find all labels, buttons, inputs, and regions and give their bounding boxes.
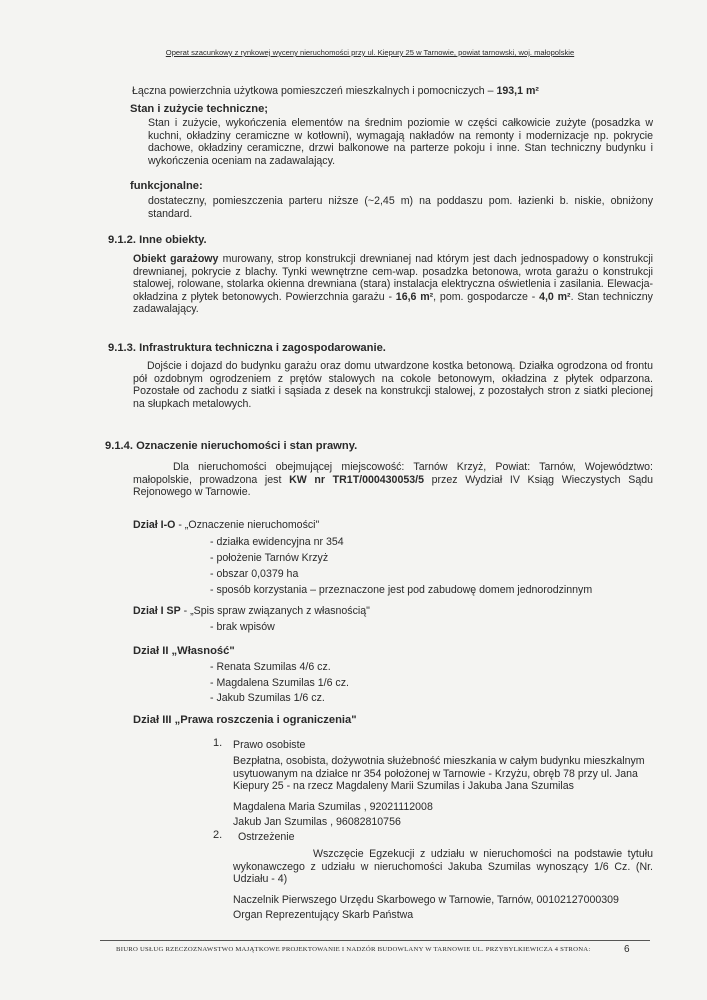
page-number: 6 [624,944,630,955]
entry-2-title: Ostrzeżenie [238,831,295,843]
footer-text: BIURO USŁUG RZECZOZNAWSTWO MAJĄTKOWE PROJEKTOWANIE I NADZÓR BUDOWLANY W TARNOWIE UL. PRZYBYLKIEWICZA 4 STRONA: [116,946,591,953]
garage-paragraph [133,253,653,316]
total-area-value: 193,1 m² [496,85,539,97]
dzial-io-heading [133,519,319,531]
dzial-io-label: Dział I-O [133,519,176,531]
running-header: Operat szacunkowy z rynkowej wyceny nieruchomości przy ul. Kiepury 25 w Tarnowie, powiat tarnowski, woj. małopolskie [165,48,575,57]
entry-2-line-1: Naczelnik Pierwszego Urzędu Skarbowego w Tarnowie, Tarnów, 00102127000309 [233,894,619,906]
dzial-isp-label: Dział I SP [133,605,181,617]
owner-item: - Renata Szumilas 4/6 cz. [210,661,331,673]
section-heading-funkcjonalne: funkcjonalne: [130,180,203,192]
funkcjonalne-paragraph: dostateczny, pomieszczenia parteru niższe (~2,45 m) na poddaszu pom. łazienki b. niskie, obniżony standard. [148,195,653,220]
dzial-io-item: - sposób korzystania – przeznaczone jest pod zabudowę domem jednorodzinnym [210,584,593,596]
dzial-io-item: - działka ewidencyjna nr 354 [210,536,344,548]
section-heading-stan: Stan i zużycie techniczne; [130,103,269,115]
entry-1-number: 1. [213,737,223,749]
garage-text-2: , pom. gospodarcze - [433,290,540,303]
dzial-isp-heading [133,605,370,617]
utility-area-value: 4,0 m² [539,290,571,303]
land-register-number: KW nr TR1T/000430053/5 [289,473,424,486]
garage-lead: Obiekt garażowy [133,253,219,265]
dzial-ii-heading: Dział II „Własność" [133,645,235,657]
dzial-io-item: - położenie Tarnów Krzyż [210,552,329,564]
owner-item: - Jakub Szumilas 1/6 cz. [210,692,325,704]
total-area-line [132,85,539,97]
total-area-text: Łączna powierzchnia użytkowa pomieszczeń mieszkalnych i pomocniczych – [132,85,497,97]
land-register-court: przez Wydział IV Ksiąg Wieczystych Sądu Rejonowego w Tarnowie. [133,473,653,499]
dzial-iii-heading: Dział III „Prawa roszczenia i ograniczenia" [133,714,357,726]
footer-divider [100,940,650,941]
entry-1-line-2: Jakub Jan Szumilas , 96082810756 [233,816,401,828]
section-heading-9-1-3: 9.1.3. Infrastruktura techniczna i zagospodarowanie. [108,342,386,354]
garage-area-value: 16,6 m² [395,290,434,303]
infrastructure-paragraph: Dojście i dojazd do budynku garażu oraz domu utwardzone kostka betonową. Działka ogrodzona od frontu pół ozdobnym ogrodzeniem z prętów stalowych na cokole betonowym, okładzina z płytek odparzona. Pozostałe od zachodu z siatki i sąsiada z desek na konstrukcji stalowej, z pozostałych stron z siatki plecionej na słupkach metalowych. [133,360,653,410]
entry-2-line-2: Organ Reprezentujący Skarb Państwa [233,909,414,921]
dzial-isp-title: - „Spis spraw związanych z własnością" [180,605,370,617]
section-heading-9-1-4: 9.1.4. Oznaczenie nieruchomości i stan prawny. [105,440,358,452]
garage-text-3: . Stan techniczny zadawalający. [133,290,653,316]
entry-1-line-1: Magdalena Maria Szumilas , 92021112008 [233,801,433,813]
dzial-io-item: - obszar 0,0379 ha [210,568,299,580]
entry-2-text: Wszczęcie Egzekucji z udziału w nieruchomości na podstawie tytułu wykonawczego z udziału w nieruchomości Jakuba Szumilas wynoszący 1/6 Cz. (Nr. Udziału - 4) [233,848,653,886]
owner-item: - Magdalena Szumilas 1/6 cz. [210,677,349,689]
entry-2-number: 2. [213,829,223,841]
section-heading-9-1-2: 9.1.2. Inne obiekty. [108,234,207,246]
land-register-intro: Dla nieruchomości obejmującej miejscowość: Tarnów Krzyż, Powiat: Tarnów, Województwo: małopolskie, prowadzona jest [133,461,653,486]
entry-1-title: Prawo osobiste [233,739,306,751]
garage-text: murowany, strop konstrukcji drewnianej nad którym jest dach jednospadowy o konstrukcji drewnianej, pokrycie z blachy. Tynki wewnętrzne cem-wap. posadzka betonowa, wrota garażu o konstrukcji stalowej, rolowane, stolarka okienna drewniana (stara) instalacja elektryczna oświetlenia i zasilania. Elewacja- okładzina z płytek betonowych. Powierzchnia garażu - [133,253,653,303]
land-register-paragraph [133,461,653,499]
dzial-isp-item: - brak wpisów [210,621,275,633]
dzial-io-title: - „Oznaczenie nieruchomości" [175,519,320,531]
stan-paragraph: Stan i zużycie, wykończenia elementów na średnim poziomie w części całkowicie zużyte (posadzka w kuchni, okładziny ceramiczne w kotłowni), wymagają nakładów na remonty i modernizacje np. pokrycie dachowe, okładziny ceramiczne, drzwi balkonowe na parterze pokoju i inne. Stan techniczny budynku i wykończenia oceniam na zadawalający. [148,117,653,167]
entry-1-text: Bezpłatna, osobista, dożywotnia służebność mieszkania w całym budynku mieszkalnym usytuowanym na działce nr 354 położonej w Tarnowie - Krzyżu, obręb 78 przy ul. Jana Kiepury 25 - na rzecz Magdaleny Marii Szumilas i Jakuba Jana Szumilas [233,755,645,793]
